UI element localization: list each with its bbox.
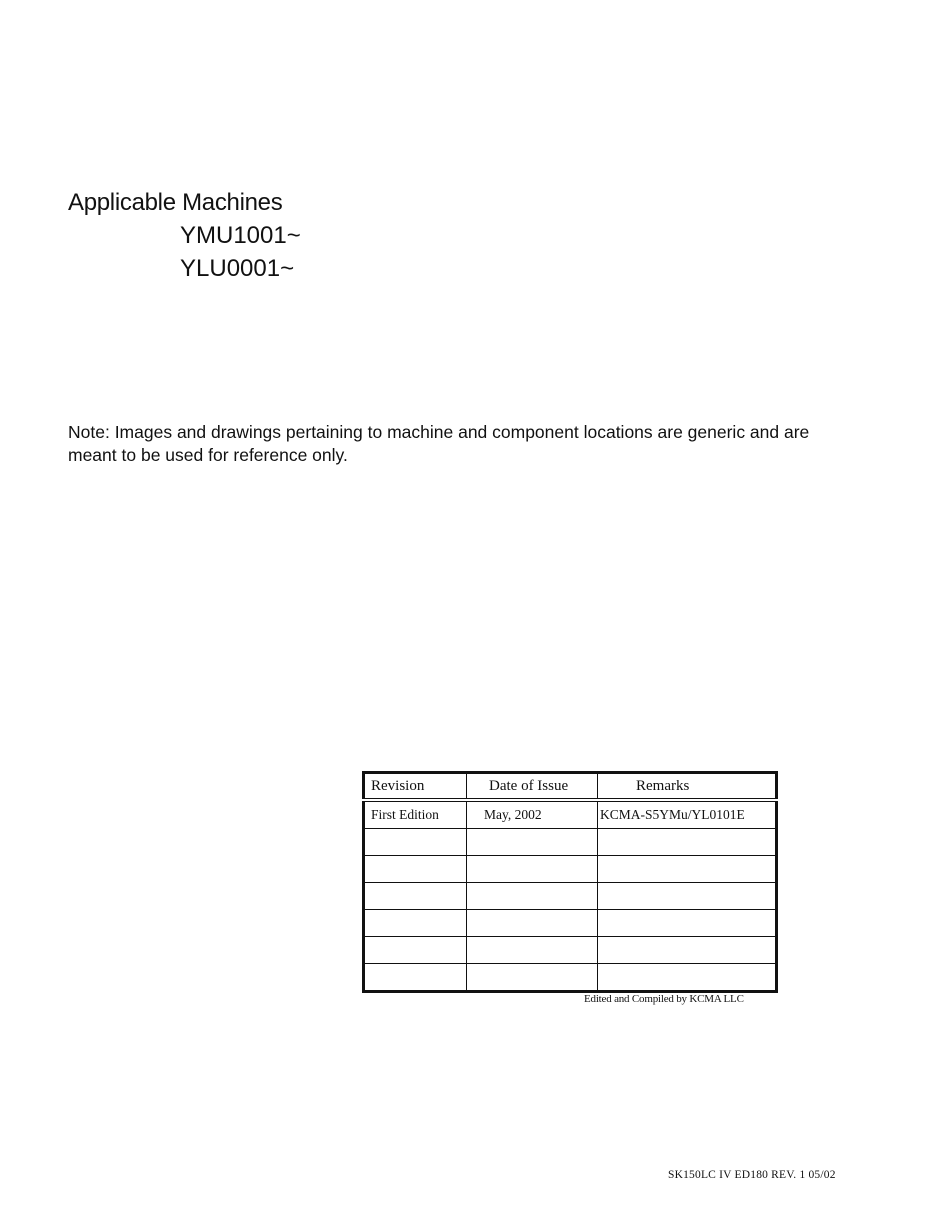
table-cell: [467, 829, 598, 856]
table-cell: [364, 937, 467, 964]
table-cell: [364, 964, 467, 992]
table-cell: [467, 910, 598, 937]
table-row: [364, 800, 777, 829]
column-header-revision: Revision: [364, 773, 467, 801]
table-cell: [467, 964, 598, 992]
table-row: [364, 829, 777, 856]
table-cell: [598, 937, 777, 964]
compiler-credit: Edited and Compiled by KCMA LLC: [584, 993, 744, 1005]
table-cell: [364, 829, 467, 856]
table-cell: [598, 964, 777, 992]
table-row: [364, 856, 777, 883]
table-cell: May, 2002: [467, 800, 598, 829]
table-row: [364, 883, 777, 910]
table-cell: First Edition: [364, 800, 467, 829]
table-cell: KCMA-S5YMu/YL0101E: [598, 800, 777, 829]
column-header-remarks: Remarks: [598, 773, 777, 801]
table-row: [364, 937, 777, 964]
reference-note: Note: Images and drawings pertaining to machine and component locations are generic and are meant to be used for reference only.: [68, 422, 810, 465]
table-row: [364, 964, 777, 992]
column-header-date-of-issue: Date of Issue: [467, 773, 598, 801]
document-footer-code: SK150LC IV ED180 REV. 1 05/02: [668, 1169, 836, 1181]
table-cell: [364, 856, 467, 883]
table-cell: [364, 883, 467, 910]
table-cell: [467, 856, 598, 883]
revision-table: [362, 771, 778, 993]
applicable-machines-heading: Applicable Machines: [68, 189, 283, 216]
table-cell: [467, 937, 598, 964]
table-cell: [598, 910, 777, 937]
model-serial-2: YLU0001~: [180, 255, 295, 282]
table-cell: [467, 883, 598, 910]
model-serial-1: YMU1001~: [180, 222, 301, 249]
table-cell: [598, 883, 777, 910]
table-cell: [364, 910, 467, 937]
table-cell: [598, 856, 777, 883]
table-header-row: [364, 773, 777, 801]
table-cell: [598, 829, 777, 856]
table-row: [364, 910, 777, 937]
